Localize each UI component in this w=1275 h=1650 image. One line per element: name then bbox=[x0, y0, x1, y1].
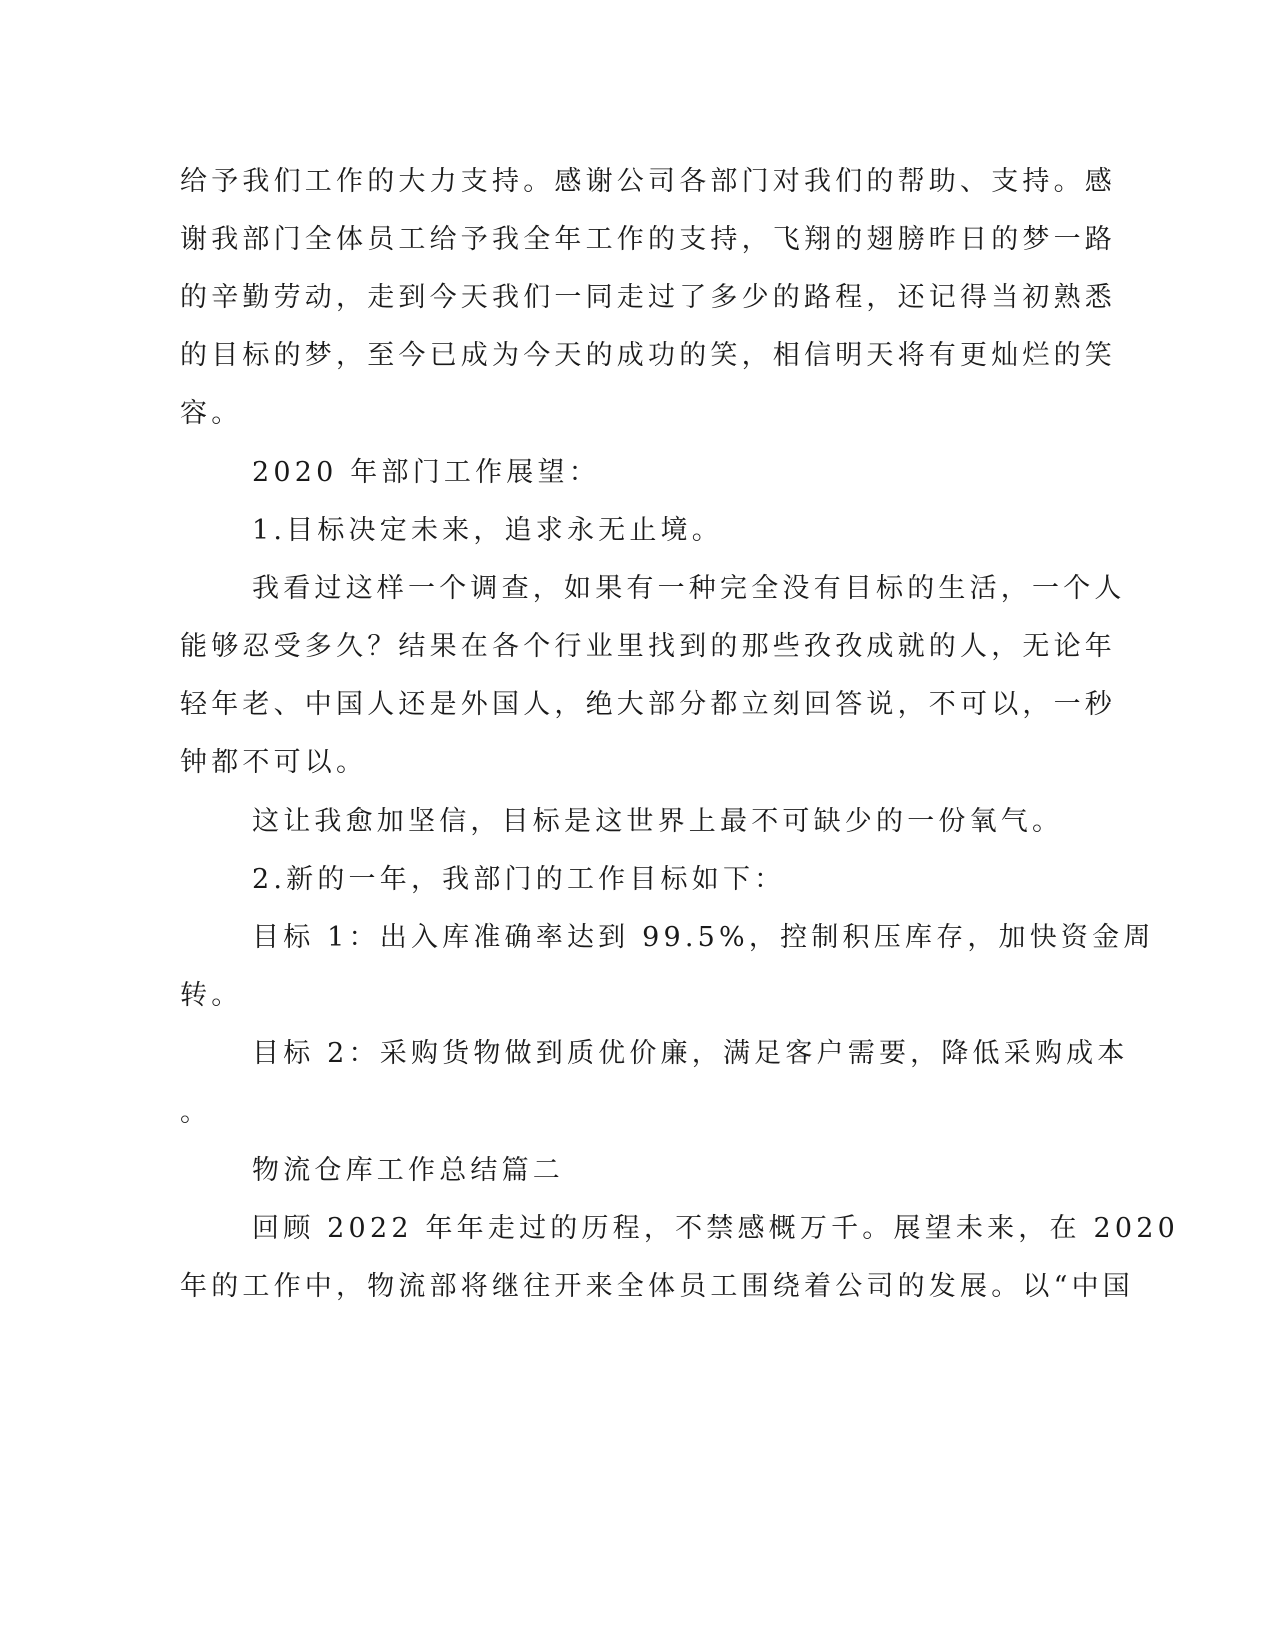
goal-item: 目标 2：采购货物做到质优价廉，满足客户需要，降低采购成本 bbox=[252, 1038, 1129, 1069]
text-line: 转。 bbox=[180, 980, 243, 1011]
text-line: 能够忍受多久？结果在各个行业里找到的那些孜孜成就的人，无论年 bbox=[180, 631, 1116, 662]
section-heading: 2020 年部门工作展望： bbox=[252, 457, 600, 488]
text-line: 。 bbox=[180, 1097, 212, 1128]
text-line: 容。 bbox=[180, 398, 243, 429]
text-line: 钟都不可以。 bbox=[180, 747, 368, 778]
numbered-heading: 2.新的一年，我部门的工作目标如下： bbox=[252, 864, 786, 895]
text-line: 的目标的梦，至今已成为今天的成功的笑，相信明天将有更灿烂的笑 bbox=[180, 340, 1116, 371]
text-line: 这让我愈加坚信，目标是这世界上最不可缺少的一份氧气。 bbox=[252, 806, 1064, 837]
text-line: 我看过这样一个调查，如果有一种完全没有目标的生活，一个人 bbox=[252, 573, 1126, 604]
text-line: 回顾 2022 年年走过的历程，不禁感概万千。展望未来，在 2020 bbox=[252, 1213, 1179, 1244]
section-heading: 物流仓库工作总结篇二 bbox=[252, 1155, 564, 1186]
numbered-heading: 1.目标决定未来，追求永无止境。 bbox=[252, 515, 723, 546]
text-line: 轻年老、中国人还是外国人，绝大部分都立刻回答说，不可以，一秒 bbox=[180, 689, 1116, 720]
text-line: 谢我部门全体员工给予我全年工作的支持，飞翔的翅膀昨日的梦一路 bbox=[180, 224, 1116, 255]
text-line: 的辛勤劳动，走到今天我们一同走过了多少的路程，还记得当初熟悉 bbox=[180, 282, 1116, 313]
goal-item: 目标 1：出入库准确率达到 99.5%，控制积压库存，加快资金周 bbox=[252, 922, 1155, 953]
text-line: 给予我们工作的大力支持。感谢公司各部门对我们的帮助、支持。感 bbox=[180, 166, 1116, 197]
text-line: 年的工作中，物流部将继往开来全体员工围绕着公司的发展。以“中国 bbox=[180, 1271, 1135, 1302]
